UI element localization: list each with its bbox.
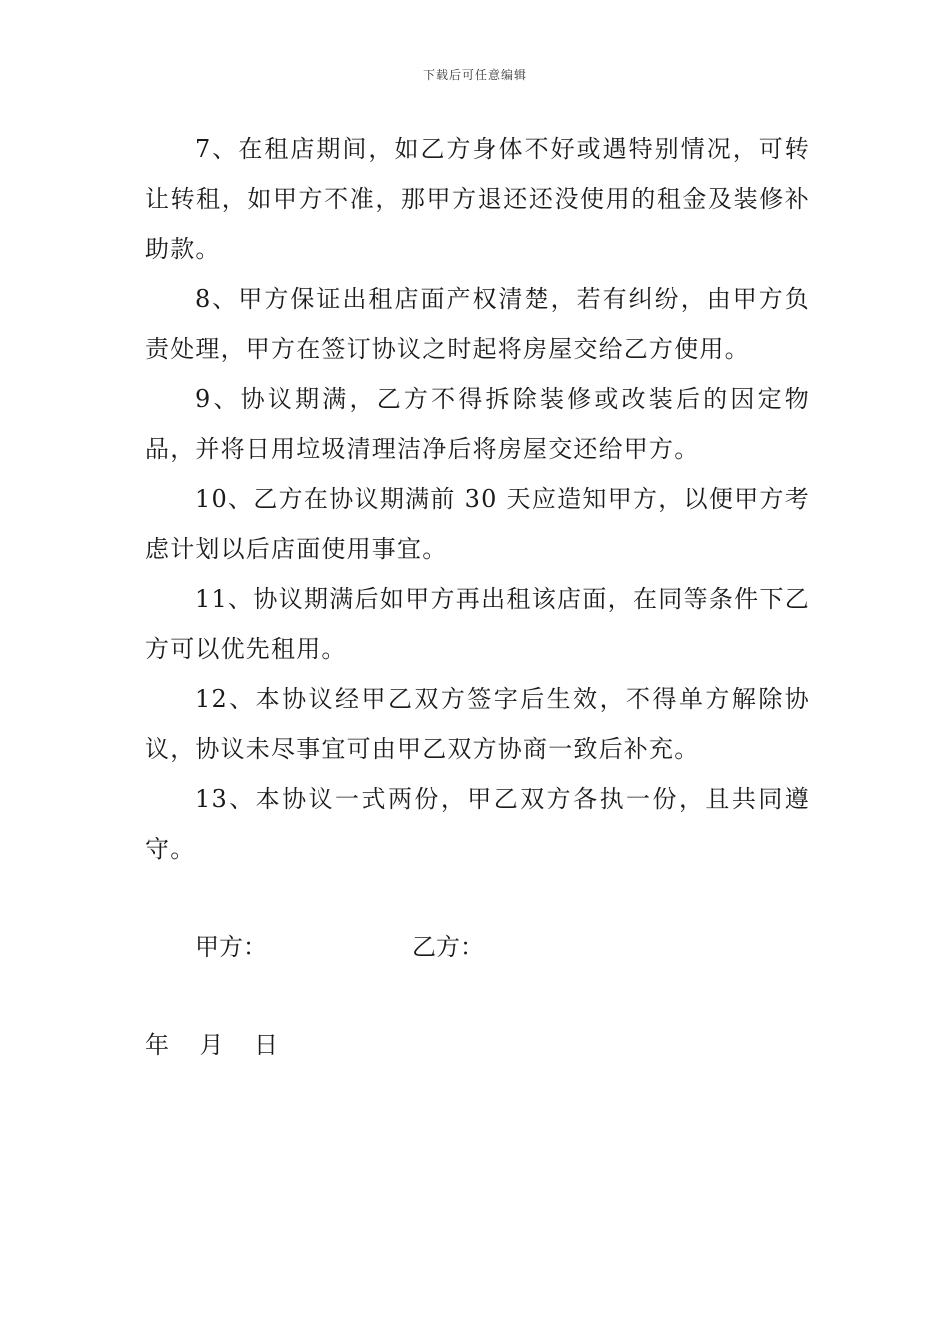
clause-13: 13、本协议一式两份，甲乙双方各执一份，且共同遵守。 [145,785,810,863]
clause-12: 12、本协议经甲乙双方签字后生效，不得单方解除协议，协议未尽事宜可由甲乙双方协商一致后补充。 [145,685,810,763]
clause-9: 9、协议期满，乙方不得拆除装修或改装后的因定物品，并将日用垃圾清理洁净后将房屋交还给甲方。 [145,385,810,463]
header-note: 下载后可任意编辑 [422,68,527,82]
party-a-signature-label: 甲方： [195,933,267,961]
clause-7: 7、在租店期间，如乙方身体不好或遇特别情况，可转让转租，如甲方不准，那甲方退还还没使用的租金及装修补助款。 [145,135,810,263]
date-line: 年 月 日 [145,1031,279,1059]
document-body [145,124,810,874]
clause-10: 10、乙方在协议期满前 30 天应造知甲方，以便甲方考虑计划以后店面使用事宜。 [145,485,810,563]
clause-8: 8、甲方保证出租店面产权清楚，若有纠纷，由甲方负责处理，甲方在签订协议之时起将房屋交给乙方使用。 [145,285,810,363]
clause-11: 11、协议期满后如甲方再出租该店面，在同等条件下乙方可以优先租用。 [145,585,810,663]
party-b-signature-label: 乙方： [412,933,484,961]
signature-row [195,922,795,972]
